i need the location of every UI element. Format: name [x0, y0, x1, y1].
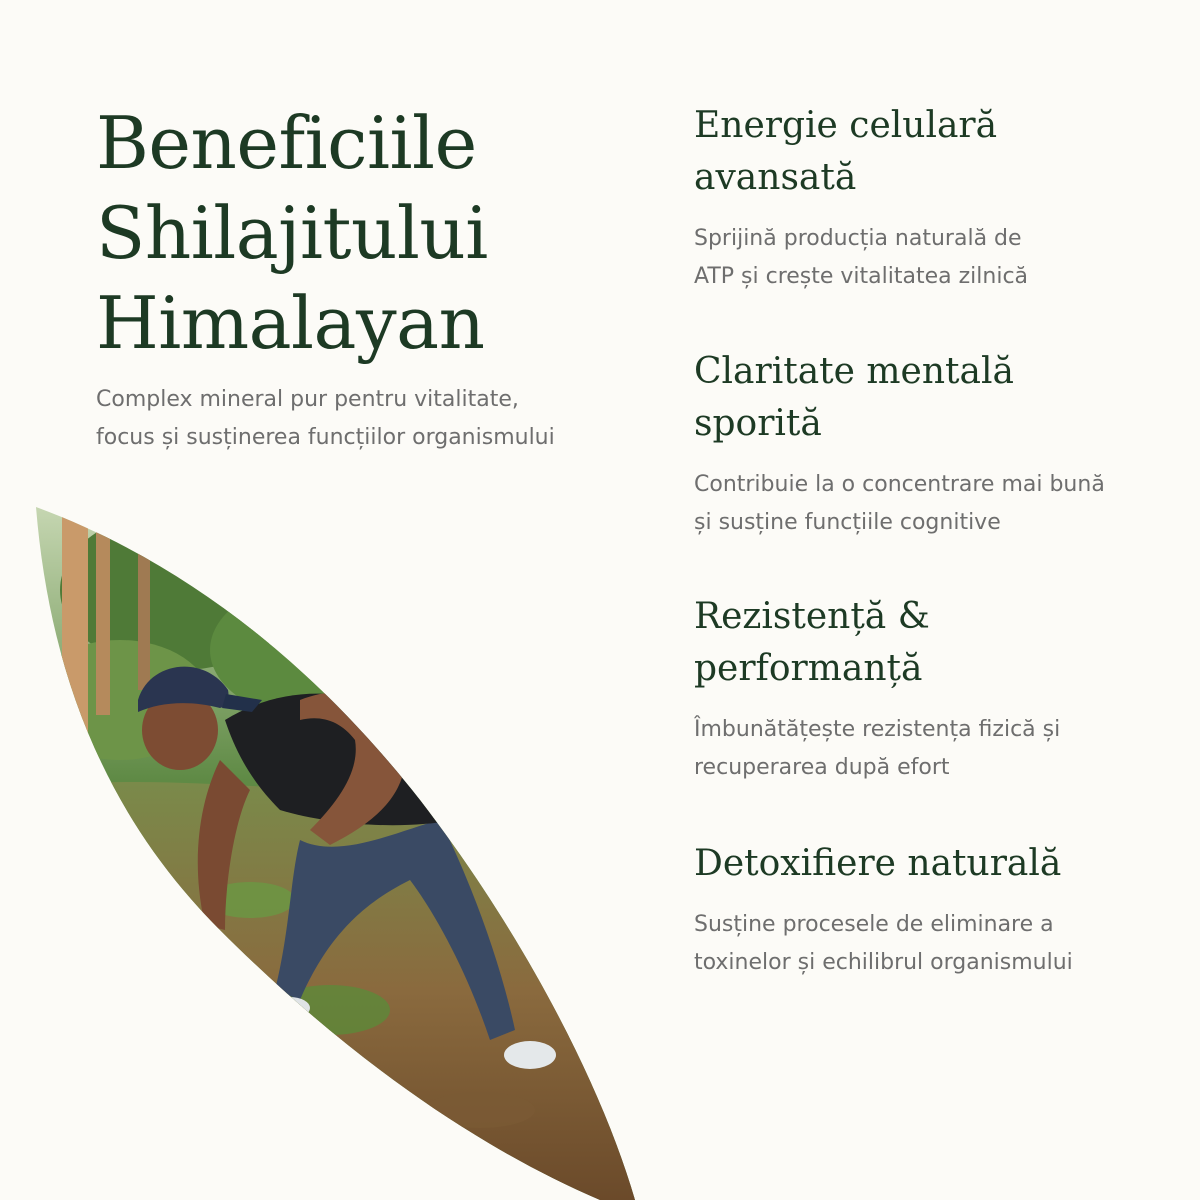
title-line: Himalayan [96, 281, 485, 365]
benefit-description-line: recuperarea după efort [694, 755, 950, 780]
benefit-description [694, 711, 1174, 787]
benefit-title-line: performanță [694, 648, 923, 689]
benefit-item-mental-clarity [694, 346, 1174, 542]
benefit-title-line: Claritate mentală [694, 351, 1014, 392]
benefit-title-line: Detoxifiere naturală [694, 843, 1062, 884]
benefit-item-detox [694, 838, 1174, 982]
benefit-description-line: și susține funcțiile cognitive [694, 510, 1001, 535]
benefit-description-line: Contribuie la o concentrare mai bună [694, 472, 1105, 497]
benefit-title [694, 100, 1174, 204]
benefit-title [694, 346, 1174, 450]
title-line: Shilajitului [96, 191, 488, 275]
benefit-title-line: sporită [694, 403, 822, 444]
benefit-description-line: Îmbunătățește rezistența fizică și [694, 717, 1061, 742]
benefit-description-line: Susține procesele de eliminare a [694, 912, 1054, 937]
benefit-description [694, 906, 1174, 982]
subtitle-line: Complex mineral pur pentru vitalitate, [96, 387, 519, 412]
benefit-description-line: toxinelor și echilibrul organismului [694, 950, 1073, 975]
page-title [96, 98, 488, 368]
benefit-description-line: ATP și crește vitalitatea zilnică [694, 264, 1029, 289]
benefit-title [694, 838, 1174, 890]
benefit-description [694, 220, 1174, 296]
benefit-item-energy [694, 100, 1174, 296]
benefit-title-line: avansată [694, 157, 857, 198]
page-subtitle [96, 381, 555, 457]
benefit-description [694, 466, 1174, 542]
benefit-title-line: Energie celulară [694, 105, 998, 146]
benefit-item-endurance [694, 591, 1174, 787]
benefit-title-line: Rezistență & [694, 596, 930, 637]
subtitle-line: focus și susținerea funcțiilor organismului [96, 425, 555, 450]
benefit-description-line: Sprijină producția naturală de [694, 226, 1022, 251]
athlete-photo-leaf [0, 500, 700, 1200]
benefit-title [694, 591, 1174, 695]
title-line: Beneficiile [96, 101, 477, 185]
